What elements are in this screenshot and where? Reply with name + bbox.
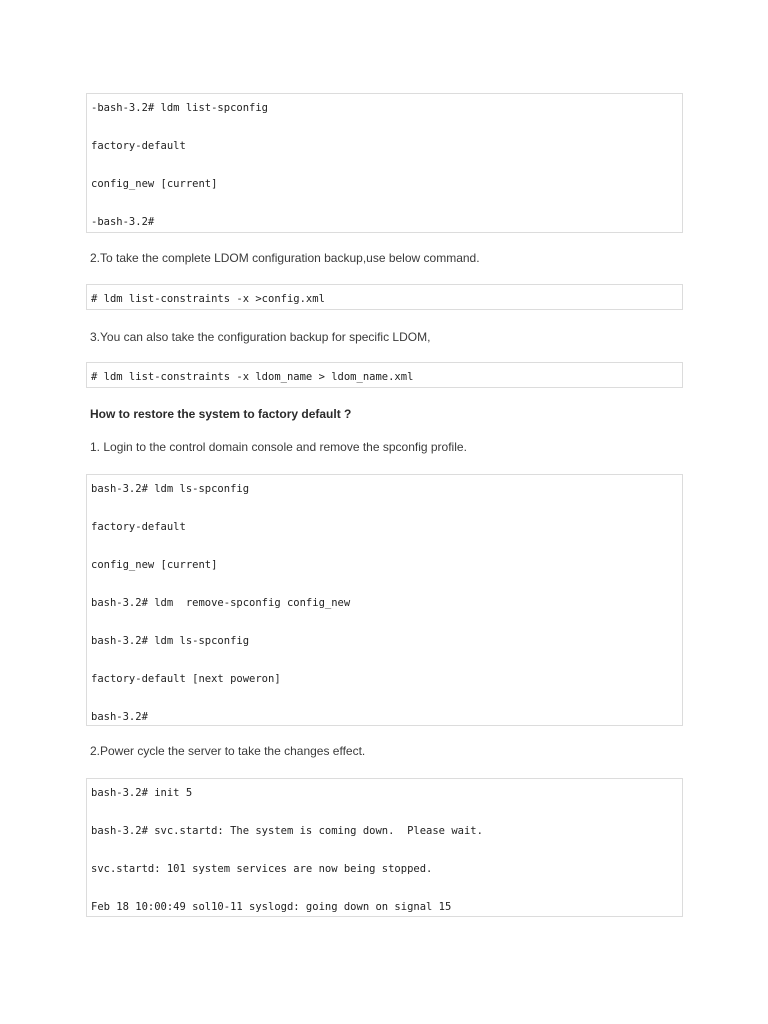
paragraph-backup-instructions: 2.To take the complete LDOM configuration backup,use below command. — [90, 251, 480, 265]
code-line: bash-3.2# init 5 — [91, 787, 193, 799]
code-line: bash-3.2# ldm ls-spconfig — [91, 483, 250, 495]
code-line: svc.startd: 101 system services are now being stopped. — [91, 863, 433, 875]
paragraph-power-cycle: 2.Power cycle the server to take the changes effect. — [90, 744, 366, 758]
code-line: config_new [current] — [91, 559, 218, 571]
code-line: # ldm list-constraints -x >config.xml — [91, 293, 325, 305]
code-line: factory-default — [91, 521, 186, 533]
code-line: Feb 18 10:00:49 sol10-11 syslogd: going down on signal 15 — [91, 901, 452, 913]
code-line: bash-3.2# svc.startd: The system is coming down. Please wait. — [91, 825, 483, 837]
code-block-init — [86, 778, 683, 917]
code-block-ldom-constraints — [86, 362, 683, 388]
code-line: bash-3.2# ldm remove-spconfig config_new — [91, 597, 351, 609]
code-block-list-spconfig — [86, 93, 683, 233]
code-line: factory-default [next poweron] — [91, 673, 281, 685]
code-block-list-constraints — [86, 284, 683, 310]
paragraph-login-instructions: 1. Login to the control domain console and remove the spconfig profile. — [90, 440, 467, 454]
code-line: -bash-3.2# ldm list-spconfig — [91, 102, 269, 114]
code-line: bash-3.2# — [91, 711, 148, 723]
code-line: # ldm list-constraints -x ldom_name > ldom_name.xml — [91, 371, 414, 383]
code-line: -bash-3.2# — [91, 216, 155, 228]
section-heading-restore: How to restore the system to factory default ? — [90, 407, 352, 421]
code-line: factory-default — [91, 140, 186, 152]
code-line: bash-3.2# ldm ls-spconfig — [91, 635, 250, 647]
code-line: config_new [current] — [91, 178, 218, 190]
paragraph-specific-ldom: 3.You can also take the configuration backup for specific LDOM, — [90, 330, 431, 344]
code-block-remove-spconfig — [86, 474, 683, 726]
